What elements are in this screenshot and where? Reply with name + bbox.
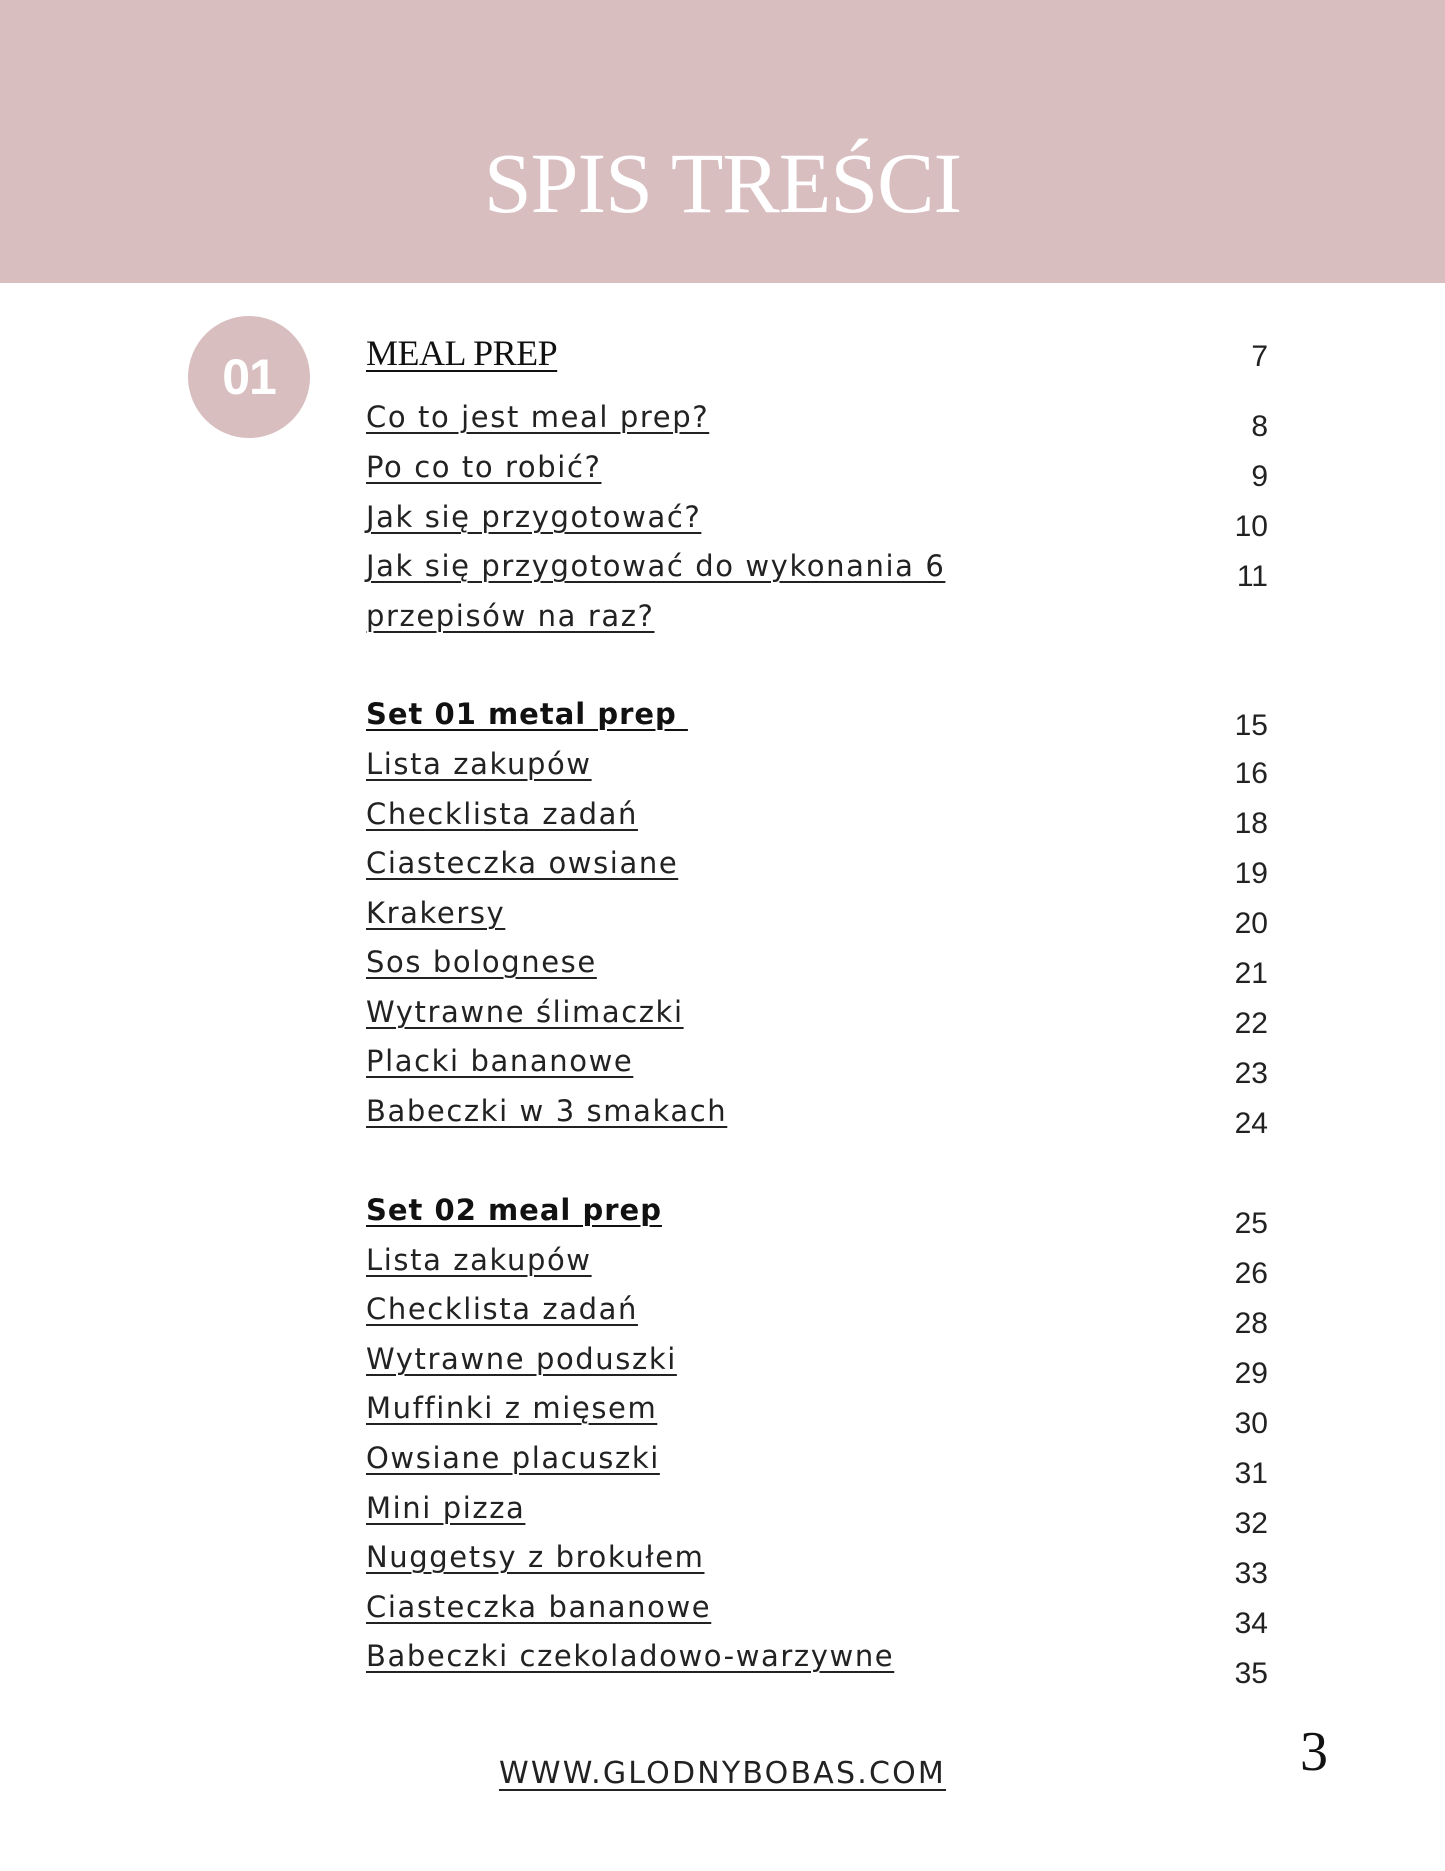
toc-page-number: 32 <box>1234 1507 1268 1540</box>
toc-page-number: 22 <box>1234 1007 1268 1040</box>
toc-link[interactable]: Sos bolognese <box>366 945 597 979</box>
toc-row <box>366 1044 1286 1094</box>
toc-page-number: 8 <box>1251 410 1268 443</box>
toc-page-number: 21 <box>1234 957 1268 990</box>
page-title: SPIS TREŚCI <box>483 135 962 231</box>
toc-page-number: 33 <box>1234 1557 1268 1590</box>
toc-link[interactable]: Co to jest meal prep? <box>366 400 710 434</box>
toc-page-number: 18 <box>1234 807 1268 840</box>
toc-link[interactable]: Lista zakupów <box>366 747 592 781</box>
toc-link[interactable]: Ciasteczka bananowe <box>366 1590 712 1624</box>
toc-row <box>366 797 1286 847</box>
toc-page-number: 24 <box>1234 1107 1268 1140</box>
toc-page-number: 11 <box>1236 560 1268 593</box>
toc-link[interactable]: Wytrawne ślimaczki <box>366 995 684 1029</box>
toc-row <box>366 400 1286 450</box>
toc-page-number: 15 <box>1234 709 1268 742</box>
toc-link[interactable]: Placki bananowe <box>366 1044 634 1078</box>
toc-link[interactable]: Checklista zadań <box>366 1292 638 1326</box>
toc-row <box>366 747 1286 797</box>
toc-row <box>366 1094 1286 1144</box>
toc-page-number: 29 <box>1234 1357 1268 1390</box>
toc-page-number: 35 <box>1234 1657 1268 1690</box>
toc-page-number: 19 <box>1234 857 1268 890</box>
toc-row <box>366 450 1286 500</box>
toc-row <box>366 599 1286 649</box>
toc-link[interactable]: Krakersy <box>366 896 506 930</box>
toc-link[interactable]: Jak się przygotować? <box>366 500 702 534</box>
toc-row <box>366 500 1286 550</box>
toc-link[interactable]: Muffinki z mięsem <box>366 1391 658 1425</box>
footer-website-link[interactable]: WWW.GLODNYBOBAS.COM <box>498 1756 947 1791</box>
toc-page-number: 30 <box>1234 1407 1268 1440</box>
toc-row <box>366 1193 1286 1243</box>
toc-link[interactable]: przepisów na raz? <box>366 599 655 633</box>
toc-page-number: 9 <box>1251 460 1268 493</box>
toc-row <box>366 1590 1286 1640</box>
toc-row <box>366 1342 1286 1392</box>
toc-row <box>366 1491 1286 1541</box>
toc-row <box>366 846 1286 896</box>
toc-row <box>366 1639 1286 1689</box>
toc-page-number: 20 <box>1234 907 1268 940</box>
toc-link[interactable]: Lista zakupów <box>366 1243 592 1277</box>
toc-row <box>366 1243 1286 1293</box>
toc-link[interactable]: Wytrawne poduszki <box>366 1342 677 1376</box>
toc-page-number: 16 <box>1234 757 1268 790</box>
toc-row <box>366 697 1286 747</box>
section-number-badge: 01 <box>188 316 310 438</box>
toc-heading-set-01[interactable]: Set 01 metal prep <box>366 697 688 731</box>
toc-link[interactable]: Jak się przygotować do wykonania 6 <box>366 549 946 583</box>
toc-link[interactable]: Ciasteczka owsiane <box>366 846 679 880</box>
toc-row <box>366 549 1286 599</box>
toc-row <box>366 1540 1286 1590</box>
toc-page-number: 28 <box>1234 1307 1268 1340</box>
toc-row <box>366 995 1286 1045</box>
toc-row <box>366 1391 1286 1441</box>
toc-page-number: 23 <box>1234 1057 1268 1090</box>
toc-page-number: 31 <box>1234 1457 1268 1490</box>
toc-link[interactable]: Babeczki w 3 smakach <box>366 1094 728 1128</box>
toc-page-number: 34 <box>1234 1607 1268 1640</box>
toc-row <box>366 945 1286 995</box>
toc-link[interactable]: Mini pizza <box>366 1491 526 1525</box>
toc-link[interactable]: Po co to robić? <box>366 450 602 484</box>
toc-page-number: 26 <box>1234 1257 1268 1290</box>
page-number: 3 <box>1300 1721 1328 1783</box>
toc-link[interactable]: Babeczki czekoladowo-warzywne <box>366 1639 895 1673</box>
toc-row <box>366 896 1286 946</box>
toc-page-number: 10 <box>1234 510 1268 543</box>
toc-page-number: 25 <box>1234 1207 1268 1240</box>
toc-row <box>366 1441 1286 1491</box>
toc-link[interactable]: Nuggetsy z brokułem <box>366 1540 705 1574</box>
toc-heading-set-02[interactable]: Set 02 meal prep <box>366 1193 662 1227</box>
toc-link[interactable]: Checklista zadań <box>366 797 638 831</box>
toc-page-number: 7 <box>1251 340 1268 373</box>
toc-row <box>366 1292 1286 1342</box>
toc-link[interactable]: Owsiane placuszki <box>366 1441 660 1475</box>
toc-row <box>366 332 1286 382</box>
toc-heading-meal-prep[interactable]: MEAL PREP <box>366 333 558 373</box>
